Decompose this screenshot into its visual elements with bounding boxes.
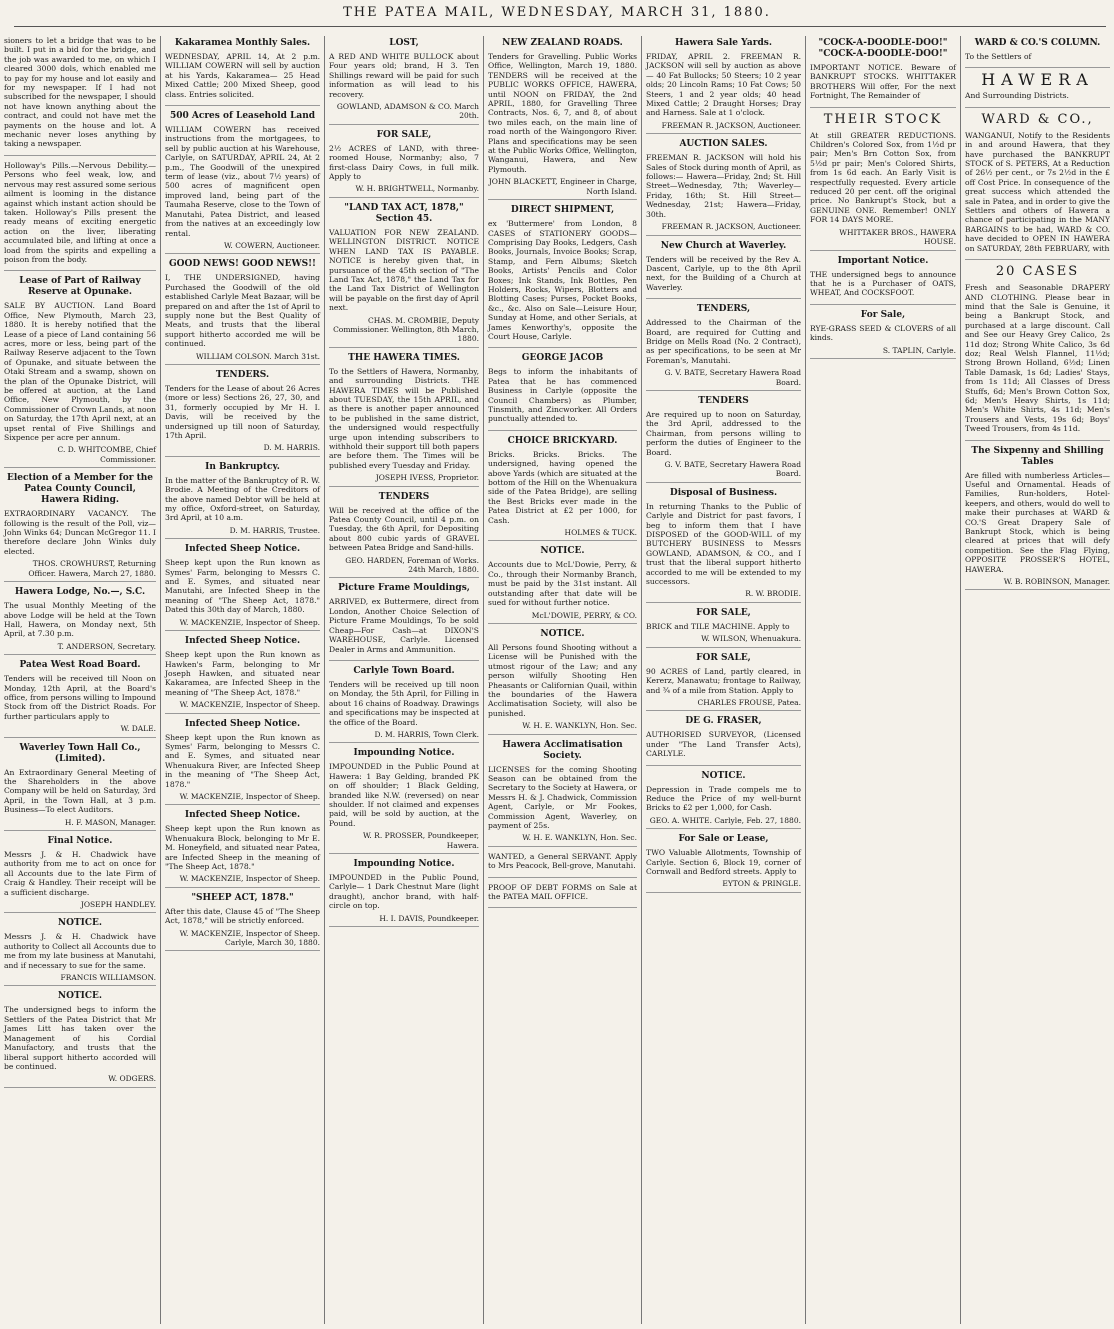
advertisement-body: WILLIAM COWERN has received instructions from the mortgagees, to sell by public auction at his Warehouse, Carlyle, on SATURDAY, APRIL 24, At 2 p.m., The Goodwill of the unexpired term of lease (viz., about 7½ years) of 500 acres of magnificent open improved land, being part of the Taumaha Reserve, close to the Town of Manutahi, Patea District, and leased from the natives at an exceedingly low rental.	[165, 125, 320, 238]
advertisement-signature: EYTON & PRINGLE.	[722, 879, 801, 889]
advertisement-heading: Lease of Part of Railway Reserve at Opunake.	[19, 276, 141, 298]
advertisement	[165, 719, 320, 806]
advertisement-signature: THOS. CROWHURST, Returning Officer. Hawera, March 27, 1880.	[28, 559, 156, 578]
advertisement-signature: WHITTAKER BROS., HAWERA HOUSE.	[839, 227, 956, 247]
advertisement-body: Sheep kept upon the Run known as Symes' Farm, belonging to Messrs C. and E. Symes, and situated near Whenuakura River, are Infected Sheep in the meaning of "The Sheep Act, 1878."	[165, 732, 320, 789]
advertisement	[329, 859, 479, 927]
advertisement	[4, 36, 156, 156]
advertisement-body: THE undersigned begs to announce that he is a Purchaser of OATS, WHEAT, And COCKSFOOT.	[810, 269, 956, 298]
advertisement	[646, 771, 801, 830]
advertisement	[965, 266, 1110, 441]
advertisement	[646, 396, 801, 483]
advertisement-body: All Persons found Shooting without a License will be Punished with the utmost rigour of the Law; and any person wilfully Shooting Hen Pheasants or Californian Quail, within the boundaries of the Hawera Acclimatisation Society, will also be punished.	[488, 642, 637, 718]
advertisement	[646, 608, 801, 648]
advertisement-signature: W. COWERN, Auctioneer.	[224, 240, 320, 250]
advertisement-heading: GOOD NEWS! GOOD NEWS!!	[169, 259, 316, 270]
advertisement-signature: G. V. BATE, Secretary Hawera Road Board.	[664, 460, 801, 479]
advertisement-body: A RED AND WHITE BULLOCK about Four years old; brand, H 3. Ten Shillings reward will be paid for such information as will lead to his recovery.	[329, 52, 479, 99]
advertisement-body: Sheep kept upon the Run known as Whenuakura Block, belonging to Mr E. M. Honeyfield, and situated near Patea, are Infected Sheep in the meaning of "The Sheep Act, 1878."	[165, 824, 320, 871]
advertisement-body: LICENSES for the coming Shooting Season can be obtained from the Secretary to the Society at Hawera, or Messrs H. & J. Chadwick, Commission Agent, Carlyle, or Mr Fookes, Commission Agent, Waverley, on payment of 25s.	[488, 764, 637, 830]
advertisement	[4, 587, 156, 655]
advertisement	[329, 748, 479, 854]
advertisement-body: FRIDAY, APRIL 2. FREEMAN R. JACKSON will sell by auction as above— 40 Fat Bullocks; 50 Steers; 10 2 year olds; 20 Lincoln Rams; 10 Fat Cows; 50 Steers, 1 and 2 year olds; 40 head Mixed Cattle; 2 Draught Horses; Dray and Harness. Sale at 1 o'clock.	[646, 52, 801, 118]
advertisement-heading: Impounding Notice.	[353, 748, 455, 759]
advertisement-body: PROOF OF DEBT FORMS on Sale at the PATEA MAIL OFFICE.	[488, 882, 637, 902]
advertisement	[329, 38, 479, 125]
advertisement-body: Messrs J. & H. Chadwick have authority to Collect all Accounts due to me from my late business at Manutahi, and if necessary to sue for the same.	[4, 932, 156, 970]
advertisement-body: IMPOUNDED in the Public Pound, Carlyle— 1 Dark Chestnut Mare (light draught), anchor brand, with half-circle on top.	[329, 873, 479, 911]
advertisement-signature: R. W. BRODIE.	[745, 589, 801, 599]
advertisement-signature: GEO. HARDEN, Foreman of Works. 24th March, 1880.	[345, 555, 479, 575]
advertisement-heading: New Church at Waverley.	[660, 240, 787, 251]
advertisement-signature: G. V. BATE, Secretary Hawera Road Board.	[664, 368, 801, 387]
advertisement-signature: FREEMAN R. JACKSON, Auctioneer.	[661, 120, 801, 130]
advertisement-body: EXTRAORDINARY VACANCY. The following is the result of the Poll, viz— John Winks 64; Duncan McGregor 11. I therefore declare John Winks duly elected.	[4, 509, 156, 556]
advertisement-signature: McL'DOWIE, PERRY, & CO.	[531, 610, 637, 620]
advertisement-heading: 20 CASES	[995, 264, 1080, 280]
advertisement-heading: NOTICE.	[57, 991, 103, 1002]
advertisement-signature: W. DALE.	[120, 724, 156, 734]
advertisement-body: Tenders will be received by the Rev A. Dascent, Carlyle, up to the 8th April next, for the Building of a Church at Waverley.	[646, 254, 801, 292]
advertisement-heading: Waverley Town Hall Co., (Limited).	[19, 742, 141, 764]
advertisement-body: To the Settlers of	[965, 52, 1032, 61]
advertisement	[646, 304, 801, 391]
advertisement-heading: Infected Sheep Notice.	[184, 810, 301, 821]
advertisement-heading: In Bankruptcy.	[205, 461, 280, 472]
advertisement-body: WANGANUI, Notify to the Residents in and around Hawera, that they have purchased the BANKRUPT STOCK of S. PETERS, At a Reduction of 26½ per cent., or 7s 2½d in the £ off Cost Price. In consequence of the great success which attended the sale in Patea, and in order to give the Settlers and others of Hawera a chance of participating in the MANY BARGAINS to be had, WARD & CO. have decided to OPEN IN HAWERA on SATURDAY, 28th FEBRUARY, with	[965, 130, 1110, 253]
advertisement-body: Begs to inform the inhabitants of Patea that he has commenced Business in Carlyle (opposite the Council Chambers) as Plumber, Tinsmith, and Zincworker. All Orders punctually attended to.	[488, 367, 637, 424]
advertisement-signature: H. F. MASON, Manager.	[64, 817, 156, 827]
advertisement-body: Tenders for Gravelling. Public Works Office, Wellington, March 19, 1880. TENDERS will be received at the PUBLIC WORKS OFFICE, HAWERA, until NOON on FRIDAY, the 2nd APRIL, 1880, for Gravelling Three Contracts, Nos. 6, 7, and 8, of about two miles each, on the main line of road north of the Waingongoro River. Plans and specifications may be seen at the Public Works Office, Wellington, Wanganui, Hawera, and New Plymouth.	[488, 52, 637, 174]
advertisement	[488, 38, 637, 200]
advertisement-body: I, THE UNDERSIGNED, having Purchased the Goodwill of the old established Carlyle Meat Bazaar, will be prepared on and after the 1st of April to supply none but the Best Quality of Meats, and trusts that the liberal support hitherto accorded me will be continued.	[165, 273, 320, 349]
advertisement-signature: W. ODGERS.	[108, 1074, 156, 1084]
advertisement-body: TWO Valuable Allotments, Township of Carlyle. Section 6, Block 19, corner of Cornwall and Bedford streets. Apply to	[646, 848, 801, 876]
advertisement-heading: THEIR STOCK	[823, 111, 943, 127]
advertisement-signature: JOSEPH IVESS, Proprietor.	[375, 473, 479, 483]
advertisement-heading: NOTICE.	[540, 628, 585, 639]
advertisement	[165, 38, 320, 106]
advertisement-signature: D. M. HARRIS.	[263, 443, 320, 453]
advertisement-body: Tenders for the Lease of about 26 Acres (more or less) Sections 26, 27, 30, and 31, formerly occupied by Mr H. I. Davis, will be received by the undersigned up till noon of Saturday, 17th April.	[165, 383, 320, 440]
advertisement-heading: GEORGE JACOB	[521, 353, 604, 364]
advertisement	[488, 740, 637, 847]
advertisement-body: RYE-GRASS SEED & CLOVERS of all kinds.	[810, 323, 956, 343]
advertisement-body: At still GREATER REDUCTIONS. Children's Colored Sox, from 1½d pr pair; Men's Brn Cotton Sox, from 5½d pr pair; Men's Colored Shirts, from 1s 6d each. An Early Visit is respectfully requested. Every article reduced 20 per cent. off the original price. No Bankrupt's Stock, but a GENUINE ONE. Remember! ONLY FOR 14 DAYS MORE.	[810, 130, 956, 225]
advertisement-signature: W. MACKENZIE, Inspector of Sheep.	[179, 791, 320, 801]
advertisement-heading: The Sixpenny and Shilling Tables	[971, 445, 1104, 467]
masthead-rule	[14, 26, 1106, 27]
advertisement-heading: Important Notice.	[837, 255, 929, 266]
advertisement-body: 90 ACRES of Land, partly cleared, in Kererz, Manawatu; frontage to Railway, and ¾ of a mile from Station. Apply to	[646, 666, 801, 695]
advertisement-body: Sheep kept upon the Run known as Symes' Farm, belonging to Messrs C. and E. Symes, and situated near Manutahi, are Infected Sheep in the meaning of "The Sheep Act, 1878." Dated this 30th day of March, 1880.	[165, 558, 320, 615]
advertisement-heading: WARD & CO.'S COLUMN.	[974, 38, 1101, 48]
advertisement-heading: NOTICE.	[57, 918, 103, 929]
advertisement-heading: Patea West Road Board.	[19, 660, 141, 671]
masthead: THE PATEA MAIL, WEDNESDAY, MARCH 31, 1880.	[343, 5, 771, 20]
advertisement	[165, 111, 320, 254]
advertisement-heading: FOR SALE,	[696, 652, 751, 663]
advertisement-body: And Surrounding Districts.	[965, 91, 1069, 101]
advertisement-body: Tenders will be received till Noon on Monday, 12th April, at the Board's office, from persons willing to Impound Stock from off the District Roads. For further particulars apply to	[4, 674, 156, 721]
advertisement	[965, 446, 1110, 591]
advertisement-body: The undersigned begs to inform the Settlers of the Patea District that Mr James Litt has taken over the Management of his Cordial Manufactory, and trusts that the liberal support hitherto accorded will be continued.	[4, 1005, 156, 1071]
advertisement	[329, 666, 479, 743]
advertisement-signature: W. MACKENZIE, Inspector of Sheep.	[179, 617, 320, 627]
advertisement	[646, 834, 801, 893]
advertisement-body: Fresh and Seasonable DRAPERY AND CLOTHING. Please bear in mind that the Sale is Genuine, it being a Bankrupt Stock, and purchased at a large discount. Call and See our Heavy Grey Calico, 2s 11d doz; Strong White Calico, 3s 6d doz; Real Welsh Flannel, 11½d; Strong Brown Holland, 6½d; Linen Table Damask, 1s 6d; Ladies' Stays, from 1s 11d; All Classes of Dress Stuffs, 6d; Men's Brown Cotton Sox, 6d; Men's Heavy Shirts, 1s 11d; Men's White Shirts, 4s 11d; Men's Trousers and Vests, 19s 6d; Boys' Tweed Trousers, from 4s 11d.	[965, 283, 1110, 434]
advertisement-signature: W. H. BRIGHTWELL, Normanby.	[355, 184, 479, 194]
advertisement	[646, 716, 801, 765]
advertisement-body: In returning Thanks to the Public of Carlyle and District for past favors, I beg to inform them that I have DISPOSED of the GOOD-WILL of my BUTCHERY BUSINESS to Messrs GOWLAND, ADAMSON, & CO., and I trust that the liberal support hitherto accorded to me will be extended to my successors.	[646, 501, 801, 587]
advertisement-signature: W. MACKENZIE, Inspector of Sheep. Carlyle, March 30, 1880.	[179, 928, 320, 948]
advertisement	[165, 259, 320, 365]
advertisement-body: Depression in Trade compels me to Reduce the Price of my well-burnt Bricks to £2 per 1,000, for Cash.	[646, 784, 801, 813]
advertisement-signature: W. MACKENZIE, Inspector of Sheep.	[179, 700, 320, 710]
advertisement	[810, 111, 956, 251]
advertisement-heading: AUCTION SALES.	[679, 139, 768, 150]
advertisement	[4, 743, 156, 831]
advertisement-heading: 500 Acres of Leasehold Land	[169, 111, 316, 122]
advertisement	[488, 546, 637, 623]
advertisement	[165, 370, 320, 457]
column-2	[160, 36, 324, 1324]
advertisement-heading: Hawera Acclimatisation Society.	[502, 739, 623, 761]
advertisement-heading: FOR SALE,	[376, 129, 432, 140]
advertisement	[4, 991, 156, 1087]
advertisement	[329, 130, 479, 198]
advertisement	[646, 241, 801, 300]
advertisement-body: Will be received at the office of the Patea County Council, until 4 p.m. on Tuesday, the 6th April, for Depositing about 800 cubic yards of GRAVEL between Patea Bridge and Sand-hills.	[329, 505, 479, 553]
advertisement-heading: CHOICE BRICKYARD.	[507, 435, 618, 446]
advertisement-signature: S. TAPLIN, Carlyle.	[882, 345, 956, 355]
column-6	[805, 36, 960, 1324]
column-1	[0, 36, 160, 1324]
advertisement-signature: D. M. HARRIS, Trustee.	[229, 525, 320, 535]
advertisement-heading: THE HAWERA TIMES.	[348, 352, 460, 363]
advertisement-body: Are required up to noon on Saturday, the 3rd April, addressed to the Chairman, from persons willing to perform the duties of Engineer to the Board.	[646, 409, 801, 457]
advertisement-heading: "COCK-A-DOODLE-DOO!" "COCK-A-DOODLE-DOO!"	[818, 38, 948, 59]
advertisement-body: Tenders will be received up till noon on Monday, the 5th April, for Filling in about 16 chains of Roadway. Drawings and specifications may be inspected at the office of the Board.	[329, 679, 479, 727]
advertisement-body: VALUATION FOR NEW ZEALAND. WELLINGTON DISTRICT. NOTICE WHEN LAND TAX IS PAYABLE. NOTICE is hereby given that, in pursuance of the 45th section of "The Land Tax Act, 1878," the Land Tax for the Land Tax District of Wellington will be payable on the first day of April next.	[329, 227, 479, 313]
advertisement-body: Accounts due to McL'Dowie, Perry, & Co., through their Normanby Branch, must be paid by the 31st instant. All outstanding after that date will be sued for without further notice.	[488, 560, 637, 608]
advertisement	[4, 836, 156, 913]
advertisement-heading: "LAND TAX ACT, 1878," Section 45.	[344, 202, 464, 224]
advertisement-heading: TENDERS	[378, 491, 430, 502]
advertisement-signature: C. D. WHITCOMBE, Chief Commissioner.	[57, 445, 156, 464]
advertisement-heading: Impounding Notice.	[353, 859, 455, 869]
advertisement	[810, 310, 956, 359]
advertisement-body: Sheep kept upon the Run known as Hawken's Farm, belonging to Mr Joseph Hawken, and situated near Kakaramea, are Infected Sheep in the meaning of "The Sheep Act, 1878."	[165, 650, 320, 697]
advertisement-heading: TENDERS	[698, 395, 749, 406]
advertisement-signature: CHARLES FROUSE, Patea.	[697, 697, 801, 707]
advertisement-body: An Extraordinary General Meeting of the Shareholders in the above Company will be held on Saturday, 3rd April, in the Town Hall, at 3 p.m. Business—To elect Auditors.	[4, 767, 156, 815]
advertisement-heading: NOTICE.	[701, 770, 746, 781]
advertisement-body: ex 'Buttermere' from London, 8 CASES of STATIONERY GOODS—Comprising Day Books, Ledgers, Cash Books, Journals, Invoice Books; Scrap, Stamp, and Fern Albums; Sketch Books, Artists' Pencils and Color Boxes; Ink Stands, Ink Bottles, Pen Holders, Rocks, Wipers, Blotters and Blotting Cases; Purses, Pocket Books, &c., &c. Also on Sale—Leisure Hour, Sunday at Home, and other Serials, at James Kenworthy's, opposite the Court House, Carlyle.	[488, 219, 637, 341]
advertisement-heading: TENDERS.	[215, 369, 270, 380]
advertisement	[4, 276, 156, 468]
advertisement-heading: DIRECT SHIPMENT,	[510, 205, 615, 216]
advertisement-signature: GOWLAND, ADAMSON & CO. March 20th.	[336, 102, 479, 121]
advertisement-signature: WILLIAM COLSON. March 31st.	[195, 351, 320, 361]
advertisement-body: WEDNESDAY, APRIL 14, At 2 p.m. WILLIAM COWERN will sell by auction at his Yards, Kakaramea— 25 Head Mixed Cattle; 200 Mixed Sheep, good class. Entries solicited.	[165, 52, 320, 99]
advertisement-heading: Kakaramea Monthly Sales.	[174, 38, 311, 48]
advertisement-signature: W. R. PROSSER, Poundkeeper, Hawera.	[363, 831, 479, 850]
advertisement	[329, 583, 479, 660]
advertisement-heading: For Sale or Lease,	[678, 834, 769, 845]
advertisement	[329, 203, 479, 348]
advertisement-body: Bricks. Bricks. Bricks. The undersigned, having opened the above Yards (which are situated at the bottom of the Hill on the Whenuakura side of the Patea Bridge), are selling the Best Bricks ever made in the Patea District at £2 per 1000, for Cash.	[488, 449, 637, 525]
advertisement-body: In the matter of the Bankruptcy of R. W. Brodie. A Meeting of the Creditors of the above named Debtor will be held at my office, Oxford-street, on Saturday, 3rd April, at 10 a.m.	[165, 475, 320, 523]
advertisement	[165, 544, 320, 631]
advertisement-signature: W. B. ROBINSON, Manager.	[1003, 577, 1110, 587]
advertisement-signature: FRANCIS WILLIAMSON.	[60, 973, 156, 983]
advertisement-signature: GEO. A. WHITE. Carlyle, Feb. 27, 1880.	[649, 815, 801, 825]
advertisement	[488, 852, 637, 878]
advertisement-heading: Carlyle Town Board.	[353, 665, 455, 676]
advertisement-body: IMPORTANT NOTICE. Beware of BANKRUPT STOCKS. WHITTAKER BROTHERS Will offer, For the next Fortnight, The Remainder of	[810, 63, 956, 101]
advertisement-heading: TENDERS,	[696, 304, 751, 315]
advertisement-heading: LOST,	[389, 38, 419, 48]
advertisement	[488, 629, 637, 735]
advertisement-heading: For Sale,	[860, 309, 906, 320]
advertisement-signature: JOHN BLACKETT, Engineer in Charge, North Island.	[488, 177, 637, 196]
advertisement-heading: WARD & CO.,	[981, 111, 1094, 127]
advertisement-body: Are filled with numberless Articles—Useful and Ornamental. Heads of Families, Run-holders, Hotel-keepers, and others, would do well to make their purchases at WARD & CO.'S Great Drapery Sale of Bankrupt Stock, which is being cleared at prices that will defy competition. See the Flag Flying, OPPOSITE PROSSER'S HOTEL, HAWERA.	[965, 470, 1110, 574]
advertisement-body: AUTHORISED SURVEYOR, (Licensed under "The Land Transfer Acts), CARLYLE.	[646, 730, 801, 759]
advertisement-heading: FOR SALE,	[696, 607, 751, 618]
advertisement-body: SALE BY AUCTION. Land Board Office, New Plymouth, March 23, 1880. It is hereby notified that the Lease of a piece of Land containing 56 acres, more or less, being part of the Railway Reserve adjacent to the Town of Opunake, and situate between the Otaki Stream and a swamp, shown on the plan of the Opunake District, will be offered at auction, at the Land Office, New Plymouth, by the Commissioner of Crown Lands, at noon on Saturday, the 17th April next, at an upset rental of Five Shillings and Sixpence per acre per annum.	[4, 301, 157, 443]
advertisement-body: FREEMAN R. JACKSON will hold his Sales of Stock during month of April, as follows:— Hawera—Friday, 2nd; St. Hill Street—Wednesday, 7th; Waverley—Friday, 16th; St. Hill Street—Wednesday, 21st; Hawera—Friday, 30th.	[646, 153, 801, 219]
advertisement-body: Holloway's Pills.—Nervous Debility.—Persons who feel weak, low, and nervous may rest assured some serious ailment is looming in the distance against which instant action should be taken. Holloway's Pills present the ready means of exciting energetic action on the liver, liberating accumulated bile, and lifting at once a load from the spirits and expelling a poison from the body.	[4, 160, 156, 264]
advertisement-heading: Infected Sheep Notice.	[184, 718, 301, 729]
advertisement-body: The usual Monthly Meeting of the above Lodge will be held at the Town Hall, Hawera, on Monday next, 5th April, at 7.30 p.m.	[4, 601, 156, 639]
advertisement-heading: NOTICE.	[540, 546, 585, 557]
advertisement	[165, 810, 320, 887]
column-7	[960, 36, 1114, 1324]
advertisement-heading: Infected Sheep Notice.	[184, 544, 301, 555]
advertisement	[810, 38, 956, 108]
column-3	[324, 36, 483, 1324]
advertisement-body: ARRIVED, ex Buttermere, direct from London, Another Choice Selection of Picture Frame Mouldings, To be sold Cheap—For Cash—at DIXON'S WAREHOUSE, Carlyle. Licensed Dealer in Arms and Ammunition.	[329, 597, 479, 654]
advertisement	[4, 660, 156, 737]
advertisement-body: BRICK and TILE MACHINE. Apply to	[646, 621, 790, 631]
advertisement	[965, 70, 1110, 107]
advertisement	[165, 636, 320, 713]
advertisement-signature: HOLMES & TUCK.	[564, 528, 637, 538]
advertisement	[646, 488, 801, 603]
advertisement-signature: CHAS. M. CROMBIE, Deputy Commissioner. Wellington, 8th March, 1880.	[333, 315, 479, 344]
advertisement-heading: NEW ZEALAND ROADS.	[502, 38, 623, 48]
advertisement-heading: Hawera Sale Yards.	[675, 38, 772, 48]
advertisement-heading: Final Notice.	[47, 836, 113, 846]
advertisement-heading: DE G. FRASER,	[685, 716, 762, 727]
column-4	[483, 36, 641, 1324]
advertisement	[965, 38, 1110, 68]
advertisement	[646, 653, 801, 712]
column-5	[641, 36, 805, 1324]
advertisement	[329, 492, 479, 579]
advertisement-body: 2½ ACRES of LAND, with three-roomed House, Normanby; also, 7 first-class Dairy Cows, in full milk. Apply to	[329, 143, 479, 182]
advertisement	[488, 883, 637, 909]
advertisement-body: Messrs J. & H. Chadwick have authority from me to act on once for all Accounts due to the late Firm of Craig & Handley. Their receipt will be a sufficient discharge.	[4, 850, 156, 897]
advertisement-body: To the Settlers of Hawera, Normanby, and surrounding Districts. THE HAWERA TIMES will be Published about TUESDAY, the 15th APRIL, and as there is another paper announced to be published in the same district, the undersigned would respectfully urge upon intending subscribers to withhold their support till both papers are before them. The Times will be published every Tuesday and Friday.	[329, 366, 479, 470]
advertisement	[965, 111, 1110, 260]
advertisement	[646, 139, 801, 235]
advertisement-signature: W. H. E. WANKLYN, Hon. Sec.	[522, 721, 637, 731]
advertisement	[488, 205, 637, 348]
advertisement-heading: Infected Sheep Notice.	[184, 636, 301, 647]
advertisement-heading: "SHEEP ACT, 1878."	[191, 892, 294, 903]
advertisement-signature: FREEMAN R. JACKSON, Auctioneer.	[661, 222, 801, 232]
advertisement-signature: W. MACKENZIE, Inspector of Sheep.	[179, 874, 320, 884]
advertisement	[488, 436, 637, 542]
advertisement-body: Addressed to the Chairman of the Board, are required for Cutting and Bridge on Mells Road (No. 2 Contract), as per specifications, to be seen at Mr Foreman's, Manutahi.	[646, 318, 801, 365]
advertisement	[4, 918, 156, 986]
advertisement-signature: D. M. HARRIS, Town Clerk.	[374, 729, 479, 739]
advertisement-signature: T. ANDERSON, Secretary.	[57, 641, 156, 651]
advertisement-signature: H. I. DAVIS, Poundkeeper.	[379, 913, 479, 923]
advertisement	[4, 473, 156, 582]
advertisement	[165, 462, 320, 539]
advertisement-heading: Election of a Member for the Patea County Council, Hawera Riding.	[7, 473, 153, 506]
advertisement-signature: W. WILSON, Whenuakura.	[701, 634, 801, 644]
advertisement-signature: JOSEPH HANDLEY.	[80, 900, 156, 910]
advertisement	[329, 353, 479, 487]
advertisement-heading: Hawera Lodge, No.—, S.C.	[14, 587, 146, 598]
advertisement-heading: Disposal of Business.	[669, 487, 778, 498]
advertisement	[810, 256, 956, 305]
advertisement-signature: W. H. E. WANKLYN, Hon. Sec.	[522, 833, 637, 843]
advertisement	[4, 161, 156, 271]
advertisement-body: sioners to let a bridge that was to be built. I put in a bid for the bridge, and the job was awarded to me, on which I cleared 3000 dols, which enabled me to pay for my house and lot easily and for my newspaper. If I had not subscribed for the newspaper, I should not have known anything about the contract, and could not have met the payments on the house and lot. A mechanic never loses anything by taking a newspaper.	[4, 36, 156, 149]
advertisement	[488, 353, 637, 430]
advertisement-heading: HAWERA	[981, 70, 1094, 90]
advertisement-heading: Picture Frame Mouldings,	[338, 583, 470, 594]
advertisement-body: IMPOUNDED in the Public Pound at Hawera: 1 Bay Gelding, branded PK on off shoulder; 1 Black Gelding, branded like N.W. (reversed) on near shoulder. If not claimed and expenses paid, will be sold by auction, at the Pound.	[329, 762, 479, 828]
advertisement	[646, 38, 801, 134]
advertisement-body: WANTED, a General SERVANT. Apply to Mrs Peacock, Bell-grove, Manutahi.	[488, 851, 637, 871]
advertisement-body: After this date, Clause 45 of "The Sheep Act, 1878," will be strictly enforced.	[165, 906, 320, 926]
advertisement	[165, 893, 320, 952]
